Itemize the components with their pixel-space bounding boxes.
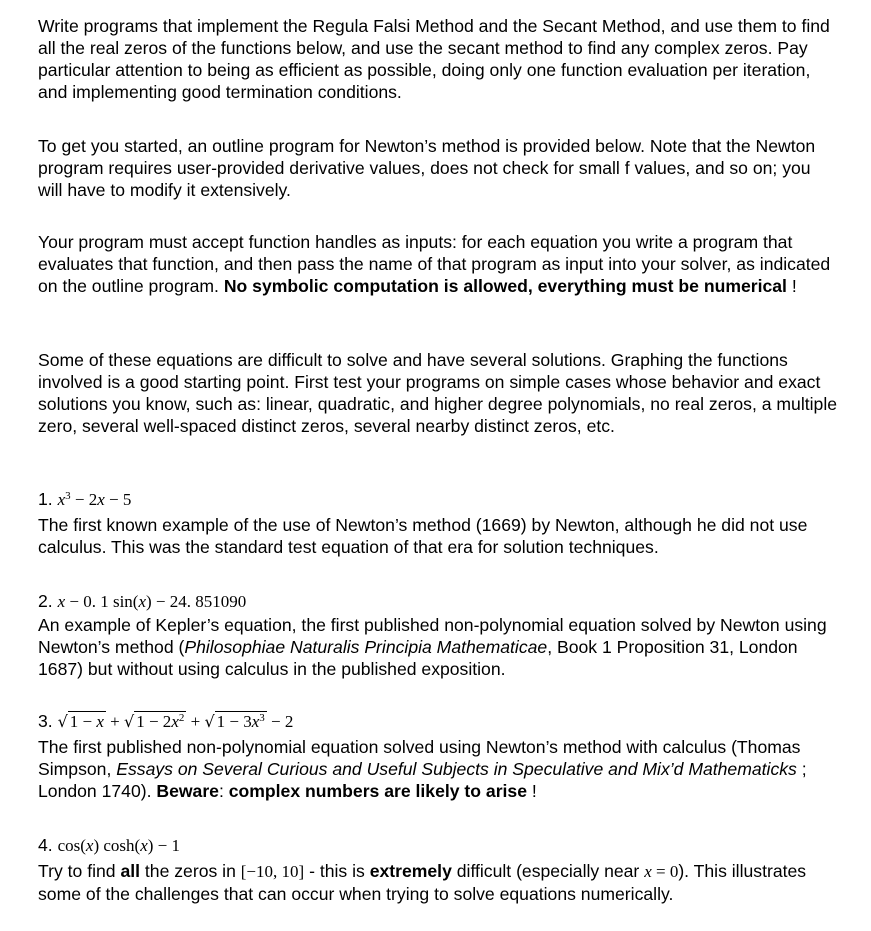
equation-4-description: Try to find all the zeros in [−10, 10] - this is extremely difficult (especially near x = 0). This illustrates some of the challenges that can occur when trying to solve equations numerically.: [38, 861, 807, 904]
simpson-title: Essays on Several Curious and Useful Subjects in Speculative and Mix’d Mathematicks: [116, 759, 797, 779]
testing-paragraph: Some of these equations are difficult to solve and have several solutions. Graphing the functions involved is a good starting point. First test your programs on simple cases whose behavior and exact solutions you know, such as: linear, quadratic, and higher degree polynomials, no real zeros, a multiple zero, several well-spaced distinct zeros, several nearby distinct zeros, etc.: [38, 350, 838, 436]
equation-4-formula: cos(x) cosh(x) − 1: [57, 836, 180, 855]
sqrt-term-1: √ 1 − x: [57, 712, 104, 731]
equation-3-formula: √ 1 − x + √ $1 - 2x^2$ + √ $1 - 3x^3 - 2$: [57, 712, 294, 731]
equation-2-number: 2.: [38, 591, 53, 611]
equation-3-description: The first published non-polynomial equation solved using Newton’s method with calculus (Thomas Simpson, Essays on Several Curious and Useful Subjects in Speculative and Mix’d Mathematicks ; London 1740). Beware: complex numbers are likely to arise !: [38, 737, 807, 801]
equation-2: [38, 590, 838, 613]
sqrt-term-2: √ $1 - 2x^2$: [124, 712, 185, 731]
equation-4-number: 4.: [38, 835, 53, 855]
equation-3-number: 3.: [38, 711, 53, 731]
equation-2-formula: x − 0. 1 sin(x) − 24. 851090: [57, 592, 247, 611]
equation-1-formula: $x^3 - 2x - 5$: [57, 490, 132, 509]
outline-paragraph: To get you started, an outline program for Newton’s method is provided below. Note that the Newton program requires user-provided derivative values, does not check for small f values, and so on; you will have to modify it extensively.: [38, 136, 816, 200]
equation-2-description: An example of Kepler’s equation, the first published non-polynomial equation solved by Newton using Newton’s method (Philosophiae Naturalis Principia Mathematicae, Book 1 Proposition 31, London 1687) but without using calculus in the published exposition.: [38, 615, 827, 679]
principia-title: Philosophiae Naturalis Principia Mathematicae: [184, 637, 548, 657]
sqrt-term-3: √ $1 - 3x^3$: [204, 712, 265, 731]
requirements-bold: No symbolic computation is allowed, everything must be numerical: [223, 276, 787, 296]
equation-1: [38, 488, 838, 511]
equation-3: [38, 710, 838, 733]
equation-4: [38, 834, 838, 857]
requirements-text: Your program must accept function handles as inputs: for each equation you write a program that evaluates that function, and then pass the name of that program as input into your solver, as indicated on the outline program.: [38, 232, 831, 296]
requirements-paragraph: [38, 231, 838, 297]
intro-paragraph: Write programs that implement the Regula Falsi Method and the Secant Method, and use them to find all the real zeros of the functions below, and use the secant method to find any complex zeros. Pay particular attention to being as efficient as possible, doing only one function evaluation per iteration, and implementing good termination conditions.: [38, 16, 830, 102]
equation-1-number: 1.: [38, 489, 53, 509]
equation-1-description: The first known example of the use of Newton’s method (1669) by Newton, although he did not use calculus. This was the standard test equation of that era for solution techniques.: [38, 515, 808, 557]
requirements-end: !: [786, 276, 797, 296]
interval: [−10, 10]: [240, 862, 305, 881]
